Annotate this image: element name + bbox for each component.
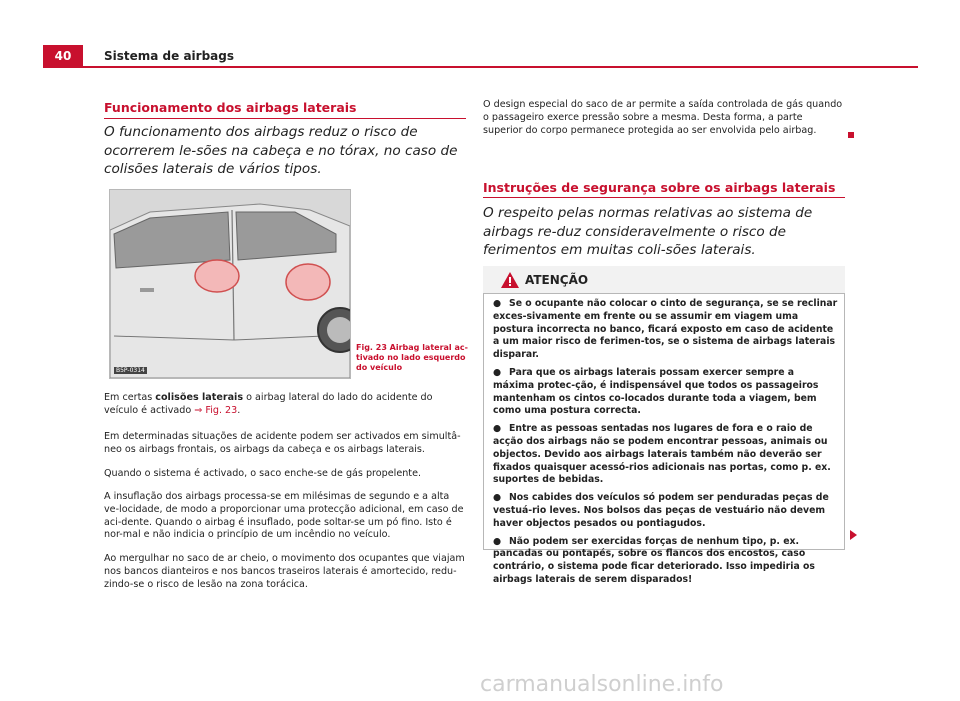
left-paragraph-5: Ao mergulhar no saco de ar cheio, o movimento dos ocupantes que viajam nos bancos dianteiros e nos bancos traseiros laterais é amortecido, redu-zindo-se o risco de lesão na zona torácica.	[104, 553, 465, 590]
figure-code: B5P-0314	[116, 367, 145, 374]
warning-item: ● Se o ocupante não colocar o cinto de segurança, se se reclinar exces-sivamente em frente ou se assumir em viagem uma postura incorrecta no banco, ficará exposto em caso de acidente a um maior risco de ferimen-tos, se o sistema de airbags laterais disparar.	[493, 298, 838, 361]
figure-reference-link[interactable]: ⇒ Fig. 23	[194, 404, 238, 416]
right-intro-paragraph: O design especial do saco de ar permite a saída controlada de gás quando o passageiro exerce pressão sobre a mesma. Desta forma, a parte superior do corpo permanece protegida ao ser envolvida pelo airbag.	[483, 99, 843, 136]
page-number: 40	[43, 45, 83, 67]
end-of-section-marker	[848, 132, 854, 138]
warning-item: ● Não podem ser exercidas forças de nenhum tipo, p. ex. pancadas ou pontapés, sobre os flancos dos encostos, caso contrário, o sistema pode ficar deteriorado. Isso impediria os airbags laterais de serem disparados!	[493, 535, 815, 585]
warning-triangle-icon	[500, 271, 520, 289]
left-paragraph-4: A insuflação dos airbags processa-se em milésimas de segundo e a alta ve-locidade, de modo a proporcionar uma protecção adicional, em caso de aci-dente. Quando o airbag é insuflado, pode soltar-se um pó fino. Isto é nor-mal e não indicia o princípio de um incêndio no veículo.	[104, 491, 464, 541]
left-paragraph-2: Em determinadas situações de acidente podem ser activados em simultâ-neo os airbags frontais, os airbags da cabeça e os airbags laterais.	[104, 431, 461, 455]
section-title: Sistema de airbags	[104, 49, 235, 63]
car-illustration	[110, 190, 350, 378]
rear-airbag-shape	[286, 264, 330, 300]
right-lead: O respeito pelas normas relativas ao sistema de airbags re-duz consideravelmente o risco de ferimentos em muitas coli-sões laterais.	[483, 205, 813, 258]
left-paragraph-1: Em certas colisões laterais o airbag lateral do lado do acidente do veículo é activado ⇒ Fig. 23.	[104, 392, 433, 416]
left-heading-rule	[104, 118, 466, 119]
warning-item: ● Nos cabides dos veículos só podem ser penduradas peças de vestuá-rio leves. Nos bolsos das peças de vestuário não devem haver objectos pesados ou pontiagudos.	[493, 492, 829, 529]
front-airbag-shape	[195, 260, 239, 292]
warning-list	[493, 298, 838, 592]
warning-title: ATENÇÃO	[525, 273, 589, 287]
continue-arrow-icon	[850, 530, 857, 540]
footer-watermark: carmanualsonline.info	[480, 672, 724, 697]
warning-item: ● Para que os airbags laterais possam exercer sempre a máxima protec-ção, é indispensável que todos os passageiros mantenham os cintos co-locados durante toda a viagem, bem como uma postura correcta.	[493, 366, 819, 417]
header-rule	[43, 66, 918, 68]
left-lead: O funcionamento dos airbags reduz o risco de ocorrerem le-sões na cabeça e no tórax, no caso de colisões laterais de vários tipos.	[104, 124, 458, 177]
right-heading-rule	[483, 197, 845, 198]
warning-item: ● Entre as pessoas sentadas nos lugares de fora e o raio de acção dos airbags não se podem encontrar pessoas, animais ou objectos. Devido aos airbags laterais também não deverão ser fixados quaisquer acessó-rios adicionais nas portas, como p. ex. suportes de bebidas.	[493, 423, 831, 486]
right-heading: Instruções de segurança sobre os airbags laterais	[483, 180, 836, 195]
left-paragraph-3: Quando o sistema é activado, o saco enche-se de gás propelente.	[104, 468, 422, 479]
figure-caption: Fig. 23 Airbag lateral ac-tivado no lado esquerdo do veículo	[356, 343, 468, 372]
figure-car-side-airbag	[109, 189, 351, 379]
left-heading: Funcionamento dos airbags laterais	[104, 100, 357, 115]
